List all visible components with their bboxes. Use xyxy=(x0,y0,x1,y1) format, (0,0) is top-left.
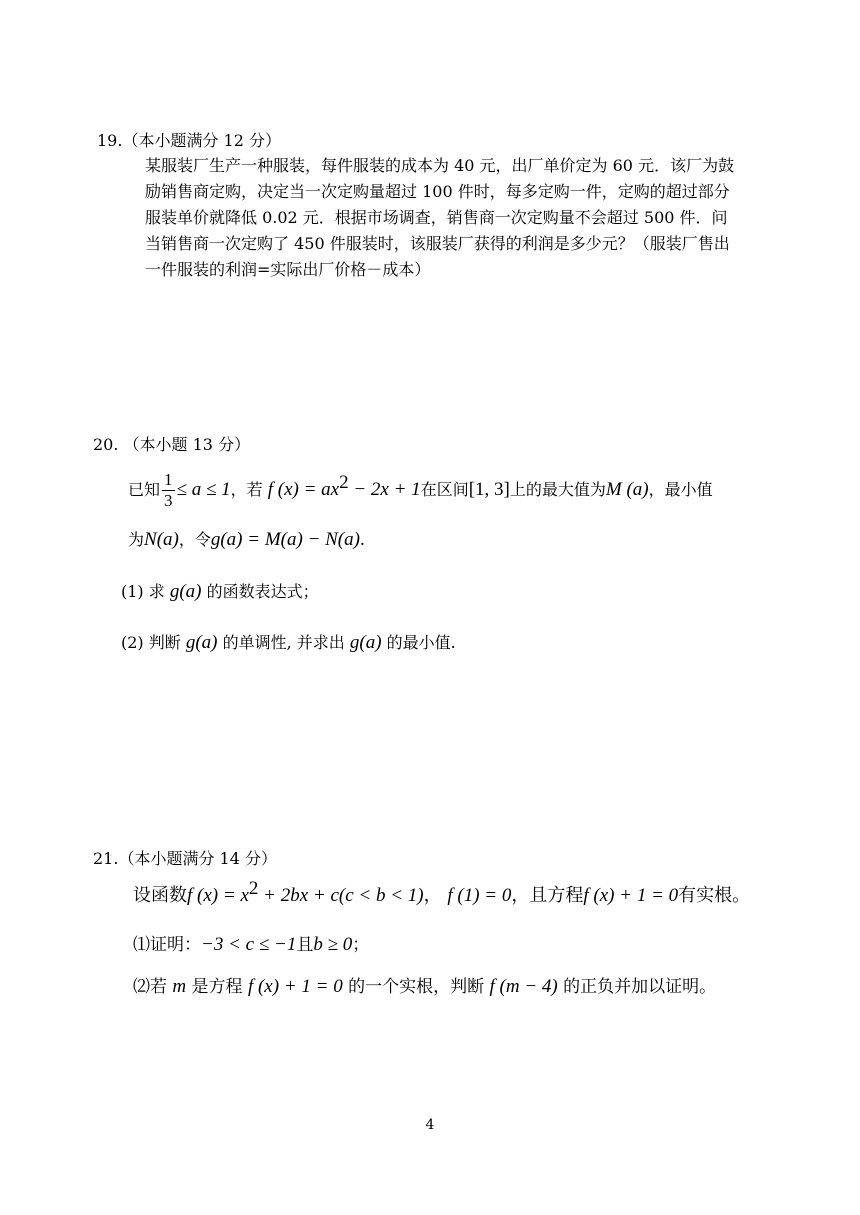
q21-l1-pre: 设函数 xyxy=(133,885,187,906)
q20-text-b: ，若 xyxy=(230,480,263,499)
q21-l1-sep: ， xyxy=(423,885,442,906)
q21-p2-end: 的正负并加以证明。 xyxy=(563,977,717,997)
q21-equation: f (x) + 1 = 0 xyxy=(583,885,679,906)
q20-text-e: ，最小值 xyxy=(648,480,713,499)
q20-text-c: 在区间 xyxy=(420,480,469,499)
q21-part-2 xyxy=(133,977,716,997)
q20-l2-prefix: 为 xyxy=(128,530,145,549)
q21-p1-end: ； xyxy=(352,935,370,955)
q20-l2-end: . xyxy=(359,529,365,550)
q21-p1-and: 且 xyxy=(296,935,314,955)
q21-p1-label: ⑴证明： xyxy=(133,935,201,955)
q19-line-1: 某服装厂生产一种服装，每件服装的成本为 40 元，出厂单价定为 60 元．该厂为鼓 xyxy=(145,156,735,175)
q20-p2-g: g(a) xyxy=(185,632,218,653)
interval: [1, 3] xyxy=(468,479,510,500)
q21-header: 21.（本小题满分 14 分） xyxy=(93,849,277,868)
function-f-tail: − 2x + 1 xyxy=(348,479,421,500)
q21-m: m xyxy=(172,976,187,997)
q21-function-tail: + 2bx + c(c < b < 1) xyxy=(258,885,424,906)
fraction-denominator: 3 xyxy=(164,491,173,510)
q21-b-condition: b ≥ 0 xyxy=(313,934,353,955)
q19-line-2: 励销售商定购，决定当一次定购量超过 100 件时，每多定购一件，定购的超过部分 xyxy=(145,182,730,201)
q21-p2-equation: f (x) + 1 = 0 xyxy=(247,976,343,997)
q21-c-range: −3 < c ≤ −1 xyxy=(201,934,297,955)
q21-l1-mid: ，且方程 xyxy=(511,885,584,906)
q21-f-m-minus-4: f (m − 4) xyxy=(489,976,558,997)
function-f-expression: f (x) = ax xyxy=(267,479,340,500)
q20-part-2 xyxy=(121,633,456,653)
q21-l1-end: 有实根。 xyxy=(678,885,751,906)
fraction-numerator: 1 xyxy=(164,470,173,489)
a-range: ≤ a ≤ 1 xyxy=(176,479,231,500)
fraction-one-third xyxy=(162,470,175,511)
q20-p1-g: g(a) xyxy=(169,581,202,602)
q19-line-5: 一件服装的利润=实际出厂价格－成本） xyxy=(145,260,431,279)
q19-line-4: 当销售商一次定购了 450 件服装时，该服装厂获得的利润是多少元？（服装厂售出 xyxy=(145,234,730,253)
q21-part-1 xyxy=(133,935,369,955)
q20-p1-label: (1) 求 xyxy=(121,582,165,601)
q20-part-1 xyxy=(121,582,319,602)
q19-line-3: 服装单价就降低 0.02 元．根据市场调查，销售商一次定购量不会超过 500 件．问 xyxy=(145,208,728,227)
q21-exponent: 2 xyxy=(248,878,259,899)
q21-function-f: f (x) = x xyxy=(187,885,249,906)
max-value-M: M (a) xyxy=(605,479,649,500)
q20-definition-line xyxy=(128,530,365,550)
exponent: 2 xyxy=(339,472,349,493)
q21-p2-b: 的一个实根，判断 xyxy=(348,977,485,997)
q21-p2-label: ⑵若 xyxy=(133,977,167,997)
q20-p2-mid: 的单调性, 并求出 xyxy=(222,633,345,652)
q20-header: 20. （本小题 13 分） xyxy=(93,435,251,454)
q20-prefix: 已知 xyxy=(128,480,161,499)
q20-p2-rest: 的最小值. xyxy=(386,633,456,652)
q20-l2-mid: ，令 xyxy=(178,530,211,549)
page-number: 4 xyxy=(425,1117,435,1133)
q21-function-line xyxy=(133,878,751,906)
q21-p2-a: 是方程 xyxy=(191,977,243,997)
q20-p2-label: (2) 判断 xyxy=(121,633,181,652)
g-definition: g(a) = M(a) − N(a) xyxy=(210,529,360,550)
q19-header: 19.（本小题满分 12 分） xyxy=(97,131,281,150)
q20-text-d: 上的最大值为 xyxy=(509,480,606,499)
q20-p2-g2: g(a) xyxy=(349,632,382,653)
q20-condition-line xyxy=(128,465,713,515)
q20-p1-rest: 的函数表达式； xyxy=(206,582,319,601)
min-value-N: N(a) xyxy=(144,529,179,550)
q21-f1-condition: f (1) = 0 xyxy=(447,885,512,906)
